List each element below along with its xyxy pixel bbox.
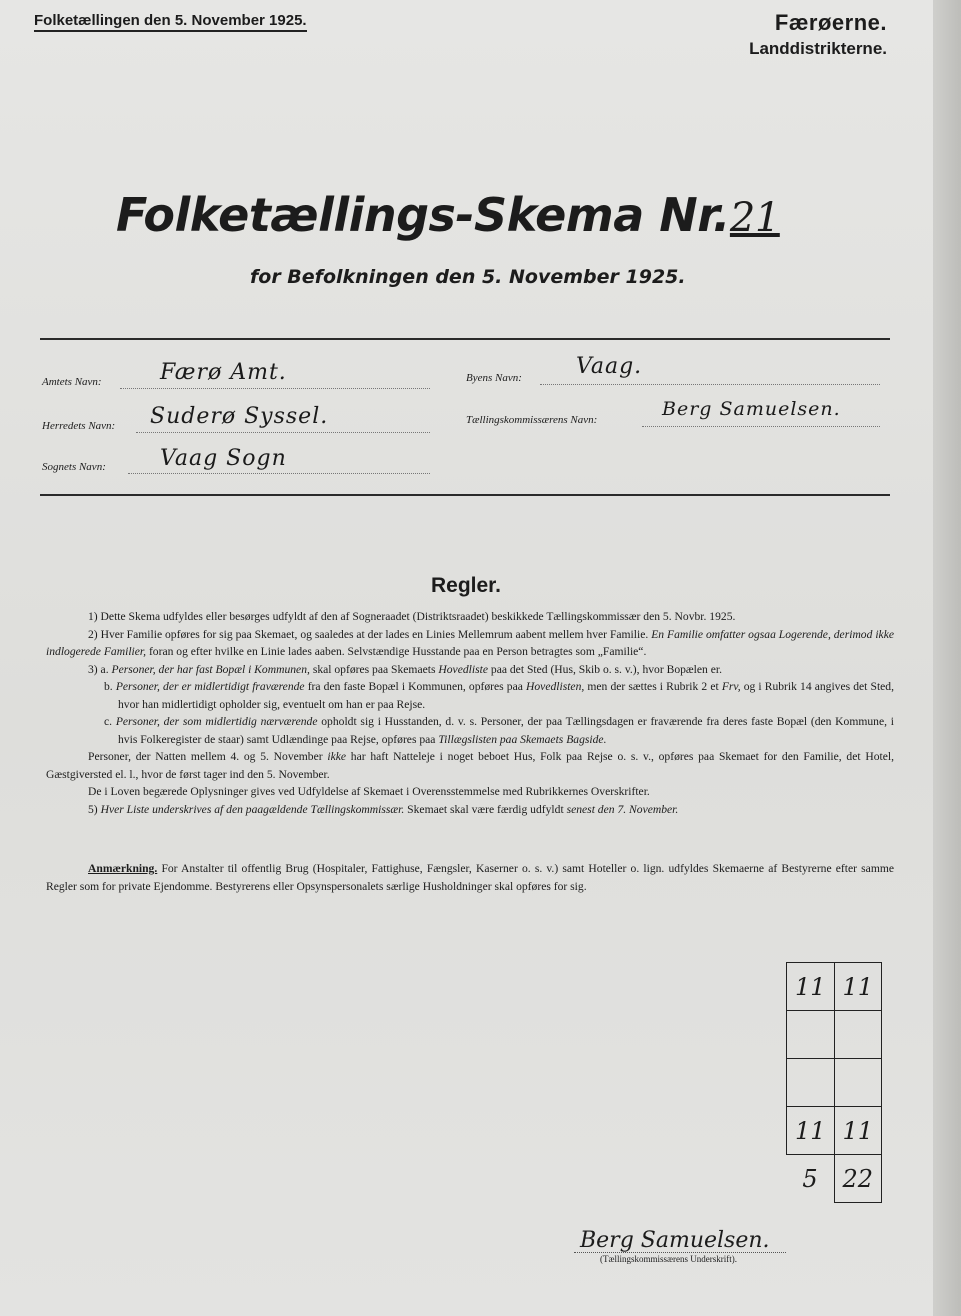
form-number: 21 xyxy=(729,195,780,241)
tally-cell: 11 xyxy=(787,963,835,1011)
sogn-label: Sognets Navn: xyxy=(42,461,106,473)
tally-cell xyxy=(834,1059,882,1107)
rule-3b-emphasis: Personer, der er midlertidigt fraværende xyxy=(115,680,305,693)
rule-3d-emphasis: ikke xyxy=(327,750,347,763)
amt-label: Amtets Navn: xyxy=(42,376,102,388)
tally-row xyxy=(787,1155,882,1203)
rules-heading: Regler. xyxy=(430,574,502,597)
herred-label: Herredets Navn: xyxy=(42,420,116,432)
tally-row xyxy=(787,963,882,1011)
form-subtitle: for Befolkningen den 5. November 1925. xyxy=(250,266,686,288)
rule-3c-text: opholdt sig i Husstanden, d. v. s. Personer, der paa Tællingsdagen er fraværende fra deres faste Bopæl (den Kommune, i hvis Folkeregister de staar) samt Udlændinge paa Rejse, opføres paa xyxy=(118,715,894,746)
sogn-dotline xyxy=(128,473,430,474)
signature: Berg Samuelsen. xyxy=(580,1228,770,1253)
top-rule xyxy=(40,338,890,340)
anmaerkning-note xyxy=(46,860,894,896)
amt-dotline xyxy=(120,388,430,389)
sogn-value: Vaag Sogn xyxy=(160,446,287,471)
rule-3a-tail: paa det Sted (Hus, Skib o. s. v.), hvor Bopælen er. xyxy=(490,662,722,676)
tally-cell: 11 xyxy=(787,1107,835,1155)
rule-3d-tail: har haft Natteleje i noget beboet Hus, Folk paa Rejse o. s. v., opføres paa Skemaet for den Familie, det Hotel, Gæstgiversted el. l., hvor de først tager ind den 5. November. xyxy=(46,750,894,781)
kommissaer-value: Berg Samuelsen. xyxy=(662,398,841,420)
form-title xyxy=(116,188,780,242)
rule-3b-num: b. xyxy=(104,680,113,693)
amt-value: Færø Amt. xyxy=(160,360,287,385)
by-dotline xyxy=(540,384,880,385)
tally-cell: 22 xyxy=(834,1155,882,1203)
herred-dotline xyxy=(136,432,430,433)
by-value: Vaag. xyxy=(576,354,643,379)
tally-cell xyxy=(787,1011,835,1059)
rule-3a-num: 3) a. xyxy=(88,662,109,676)
header-census-date: Folketællingen den 5. November 1925. xyxy=(34,12,307,32)
rule-3b-list: Hovedlisten, xyxy=(526,680,585,693)
rule-5-num: 5) xyxy=(88,802,98,816)
header-region xyxy=(749,10,887,59)
header-region-name: Færøerne. xyxy=(774,10,887,35)
rule-3b-text: fra den faste Bopæl i Kommunen, opføres paa xyxy=(307,680,523,693)
rule-3c-num: c. xyxy=(104,715,113,728)
rule-3b-text2: men der sættes i Rubrik 2 et xyxy=(587,680,719,693)
rule-3a-list: Hovedliste xyxy=(438,662,488,676)
bottom-rule xyxy=(40,494,890,496)
rule-3c-list: Tillægslisten paa Skemaets Bagside. xyxy=(438,732,607,746)
anmaerkning-text: For Anstalter til offentlig Brug (Hospitaler, Fattighuse, Fængsler, Kaserner o. s. v.) samt Hoteller o. lign. udfyldes Skemaerne af Bestyrerne efter samme Regler som for private Ejendomme. Bestyrerens eller Opsynspersonalets særlige Husholdninger skal opføres for sig. xyxy=(46,862,895,893)
header-region-district: Landdistrikterne. xyxy=(749,39,887,58)
tally-row xyxy=(787,1059,882,1107)
rule-3a-emphasis: Personer, der har fast Bopæl i Kommunen, xyxy=(111,662,310,676)
rule-2-tail: foran og efter hvilke en Linie lades aaben. Selvstændige Husstande paa en Person betragtes som „Familie“. xyxy=(148,645,647,658)
tally-cell xyxy=(834,1011,882,1059)
tally-row xyxy=(787,1107,882,1155)
rule-2 xyxy=(46,626,894,661)
tally-row xyxy=(787,1011,882,1059)
rule-2-emphasis: En Familie omfatter ogsaa Logerende, derimod ikke indlogerede Familier, xyxy=(46,627,894,658)
rule-5 xyxy=(46,801,894,819)
kommissaer-dotline xyxy=(642,426,880,427)
rule-3b-tail: og i Rubrik 14 angives det Sted, hvor han midlertidigt opholder sig, eventuelt om han er paa Rejse. xyxy=(118,680,895,711)
rule-3b-code: Frv, xyxy=(721,680,741,693)
rule-5-emphasis: Hver Liste underskrives af den paagældende Tællingskommissær. xyxy=(100,802,405,816)
tally-cell: 11 xyxy=(834,1107,882,1155)
page-edge xyxy=(933,0,961,1316)
rule-4: De i Loven begærede Oplysninger gives ved Udfyldelse af Skemaet i Overensstemmelse med Rubrikkernes Overskrifter. xyxy=(88,785,650,798)
tally-box xyxy=(786,962,882,1194)
tally-cell xyxy=(787,1059,835,1107)
signature-line xyxy=(574,1252,786,1253)
herred-value: Suderø Syssel. xyxy=(150,404,329,429)
kommissaer-label: Tællingskommissærens Navn: xyxy=(466,414,598,426)
tally-table xyxy=(786,962,882,1203)
rules-body xyxy=(46,608,894,818)
rule-3d-text: Personer, der Natten mellem 4. og 5. November xyxy=(88,750,323,763)
tally-cell: 5 xyxy=(802,1164,818,1193)
rule-5-text: Skemaet skal være færdig udfyldt xyxy=(407,802,564,816)
form-title-text: Folketællings-Skema Nr. xyxy=(116,188,730,242)
rule-3c-emphasis: Personer, der som midlertidig nærværende xyxy=(115,715,318,728)
rule-3d xyxy=(46,748,894,783)
rule-3c xyxy=(46,713,894,748)
signature-caption: (Tællingskommissærens Underskrift). xyxy=(600,1254,737,1264)
tally-cell: 11 xyxy=(834,963,882,1011)
rule-3a xyxy=(46,661,894,679)
rule-5-deadline: senest den 7. November. xyxy=(566,802,679,816)
by-label: Byens Navn: xyxy=(466,372,522,384)
rule-2-text: 2) Hver Familie opføres for sig paa Skemaet, og saaledes at der lades en Linies Mellemrum aabent mellem hver Familie. xyxy=(88,627,649,641)
rule-1: 1) Dette Skema udfyldes eller besørges udfyldt af den af Sogneraadet (Distriktsraadet) beskikkede Tællingskommissær den 5. Novbr. 1925. xyxy=(88,610,736,623)
rule-3b xyxy=(46,678,894,713)
anmaerkning-label: Anmærkning. xyxy=(88,862,158,875)
rule-3a-text: skal opføres paa Skemaets xyxy=(312,662,436,676)
